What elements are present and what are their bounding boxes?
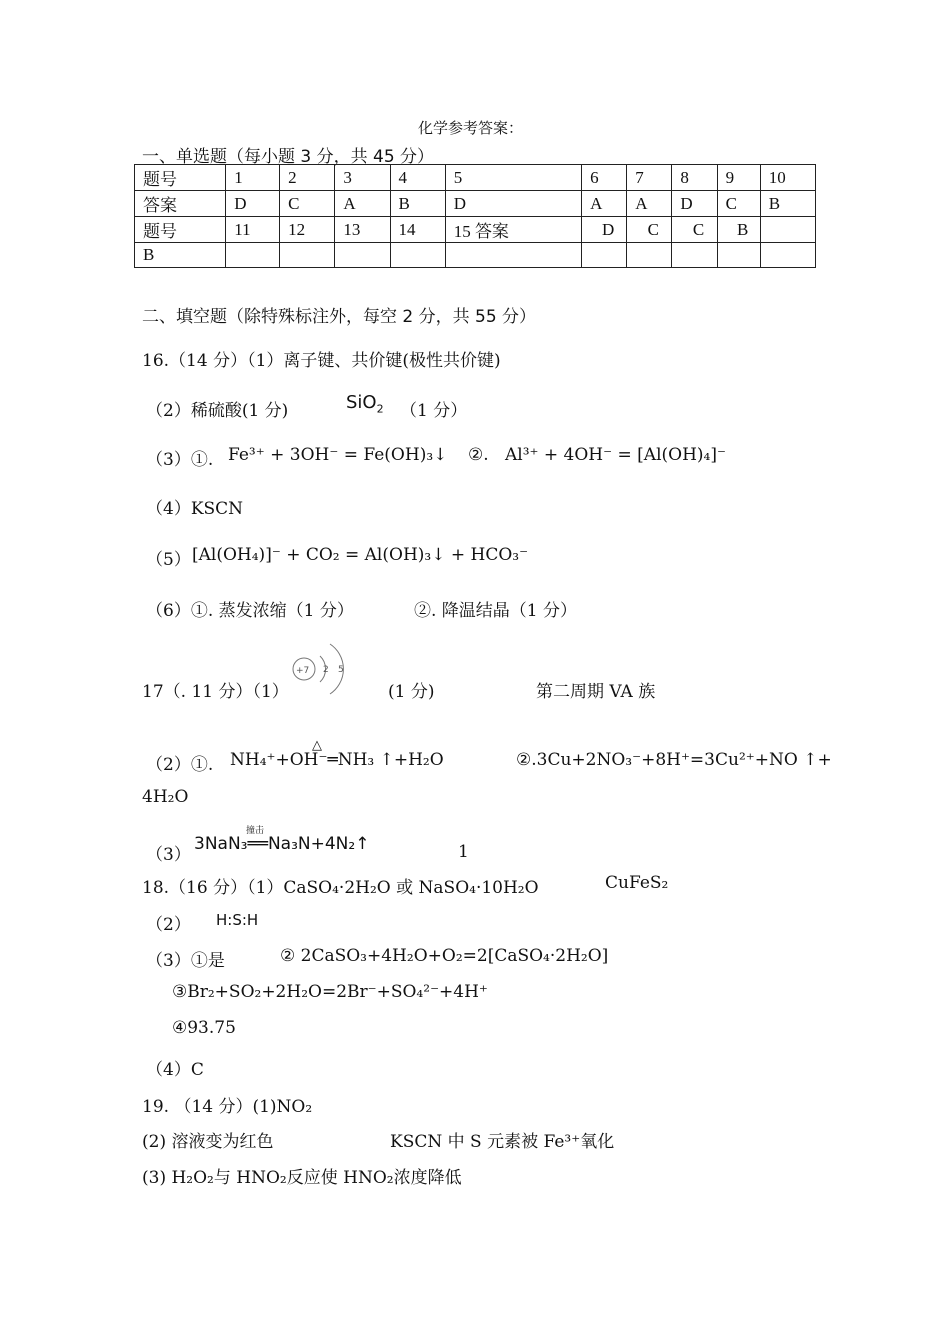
q16-eq3: [Al(OH₄)]⁻ + CO₂ = Al(OH)₃↓ + HCO₃⁻ <box>192 545 529 565</box>
page-number: 1 <box>458 842 469 862</box>
q18-p4: （4）C <box>146 1060 204 1080</box>
sio2-formula: SiO$_2$ <box>346 392 384 416</box>
q16-p2b: （1 分） <box>400 401 468 421</box>
answer-table <box>134 164 816 268</box>
q17-period: 第二周期 VA 族 <box>536 682 656 702</box>
q16-p4: （4）KSCN <box>146 499 244 519</box>
q17-p2c: 4H₂O <box>142 787 189 807</box>
q18-p2: （2） <box>146 915 191 935</box>
table-cell: D <box>226 191 280 217</box>
table-cell: 4 <box>390 165 445 191</box>
q16-head: 16.（14 分）（1）离子键、共价键(极性共价键) <box>142 351 501 371</box>
table-cell: 14 <box>390 217 445 243</box>
q18-p3d: ④93.75 <box>172 1018 236 1038</box>
nitrogen-atom-diagram <box>290 636 350 702</box>
q16-p3b: ②. <box>468 445 489 465</box>
h2s-structure: H:S:H <box>216 911 259 929</box>
q16-p6b: ②. 降温结晶（1 分） <box>414 601 578 621</box>
table-cell: A <box>582 191 627 217</box>
table-cell: 9 <box>717 165 760 191</box>
table-cell: C <box>717 191 760 217</box>
q18-head-b: CuFeS₂ <box>605 873 669 893</box>
nucleus-label: +7 <box>296 666 310 676</box>
table-cell: 6 <box>582 165 627 191</box>
table-cell: 10 <box>760 165 815 191</box>
table-cell: 15 答案 <box>445 217 581 243</box>
q19-head: 19. （14 分）(1)NO₂ <box>142 1097 313 1117</box>
q17-eq1: NH₄⁺+OH⁻═NH₃ ↑+H₂O <box>230 750 444 770</box>
impact-condition: 撞击 <box>246 826 265 836</box>
table-cell: D <box>672 191 717 217</box>
q18-head: 18.（16 分）（1）CaSO₄·2H₂O 或 NaSO₄·10H₂O <box>142 878 539 898</box>
table-row <box>135 165 816 191</box>
q17-score: (1 分) <box>388 682 435 702</box>
q17-p2b: ②.3Cu+2NO₃⁻+8H⁺=3Cu²⁺+NO ↑+ <box>516 750 832 770</box>
table-cell: C <box>627 217 672 243</box>
table-cell: 7 <box>627 165 672 191</box>
q19-p3: (3) H₂O₂与 HNO₂反应使 HNO₂浓度降低 <box>142 1168 462 1188</box>
q16-p3a: （3）①. <box>146 450 214 470</box>
table-row <box>135 243 816 268</box>
table-cell: A <box>335 191 390 217</box>
table-label: 答案 <box>135 191 226 217</box>
table-cell: B <box>760 191 815 217</box>
q19-p2a: (2) 溶液变为红色 <box>142 1132 274 1152</box>
table-cell: 3 <box>335 165 390 191</box>
q16-eq1: Fe³⁺ + 3OH⁻ = Fe(OH)₃↓ <box>228 445 448 465</box>
section2-heading: 二、填空题（除特殊标注外，每空 2 分，共 55 分） <box>142 307 537 327</box>
table-cell: D <box>445 191 581 217</box>
shell2-count: 5 <box>338 665 344 675</box>
table-cell: B <box>135 243 226 268</box>
table-cell: 13 <box>335 217 390 243</box>
table-row <box>135 191 816 217</box>
table-cell: 12 <box>280 217 335 243</box>
section1-heading: 一、单选题（每小题 3 分，共 45 分） <box>142 147 435 167</box>
q16-p5a: （5） <box>146 550 191 570</box>
q18-p3b: ② 2CaSO₃+4H₂O+O₂=2[CaSO₄·2H₂O] <box>280 946 609 966</box>
q17-p3a: （3） <box>146 845 191 865</box>
table-cell: B <box>717 217 760 243</box>
shell1-count: 2 <box>323 665 329 675</box>
heat-symbol: △ <box>312 738 322 753</box>
table-row <box>135 217 816 243</box>
table-cell: 11 <box>226 217 280 243</box>
table-cell: 1 <box>226 165 280 191</box>
table-cell: 5 <box>445 165 581 191</box>
q19-p2b: KSCN 中 S 元素被 Fe³⁺氧化 <box>390 1132 615 1152</box>
table-cell: D <box>582 217 627 243</box>
table-cell: C <box>672 217 717 243</box>
q16-p2a: （2）稀硫酸(1 分) <box>146 401 289 421</box>
q17-eq2: 3NaN₃══Na₃N+4N₂↑ <box>194 834 370 854</box>
table-cell: 2 <box>280 165 335 191</box>
table-cell: C <box>280 191 335 217</box>
q18-p3a: （3）①是 <box>146 951 225 971</box>
table-label: 题号 <box>135 165 226 191</box>
table-cell: B <box>390 191 445 217</box>
q18-p3c: ③Br₂+SO₂+2H₂O=2Br⁻+SO₄²⁻+4H⁺ <box>172 982 488 1002</box>
table-cell: 8 <box>672 165 717 191</box>
q17-p2a: （2）①. <box>146 755 214 775</box>
q16-p6: （6）①. 蒸发浓缩（1 分） <box>146 601 354 621</box>
q16-eq2: Al³⁺ + 4OH⁻ = [Al(OH)₄]⁻ <box>505 445 726 465</box>
q17-head: 17（. 11 分）（1） <box>142 682 289 702</box>
table-cell: A <box>627 191 672 217</box>
table-cell <box>760 217 815 243</box>
page-title: 化学参考答案： <box>418 119 524 137</box>
table-label: 题号 <box>135 217 226 243</box>
